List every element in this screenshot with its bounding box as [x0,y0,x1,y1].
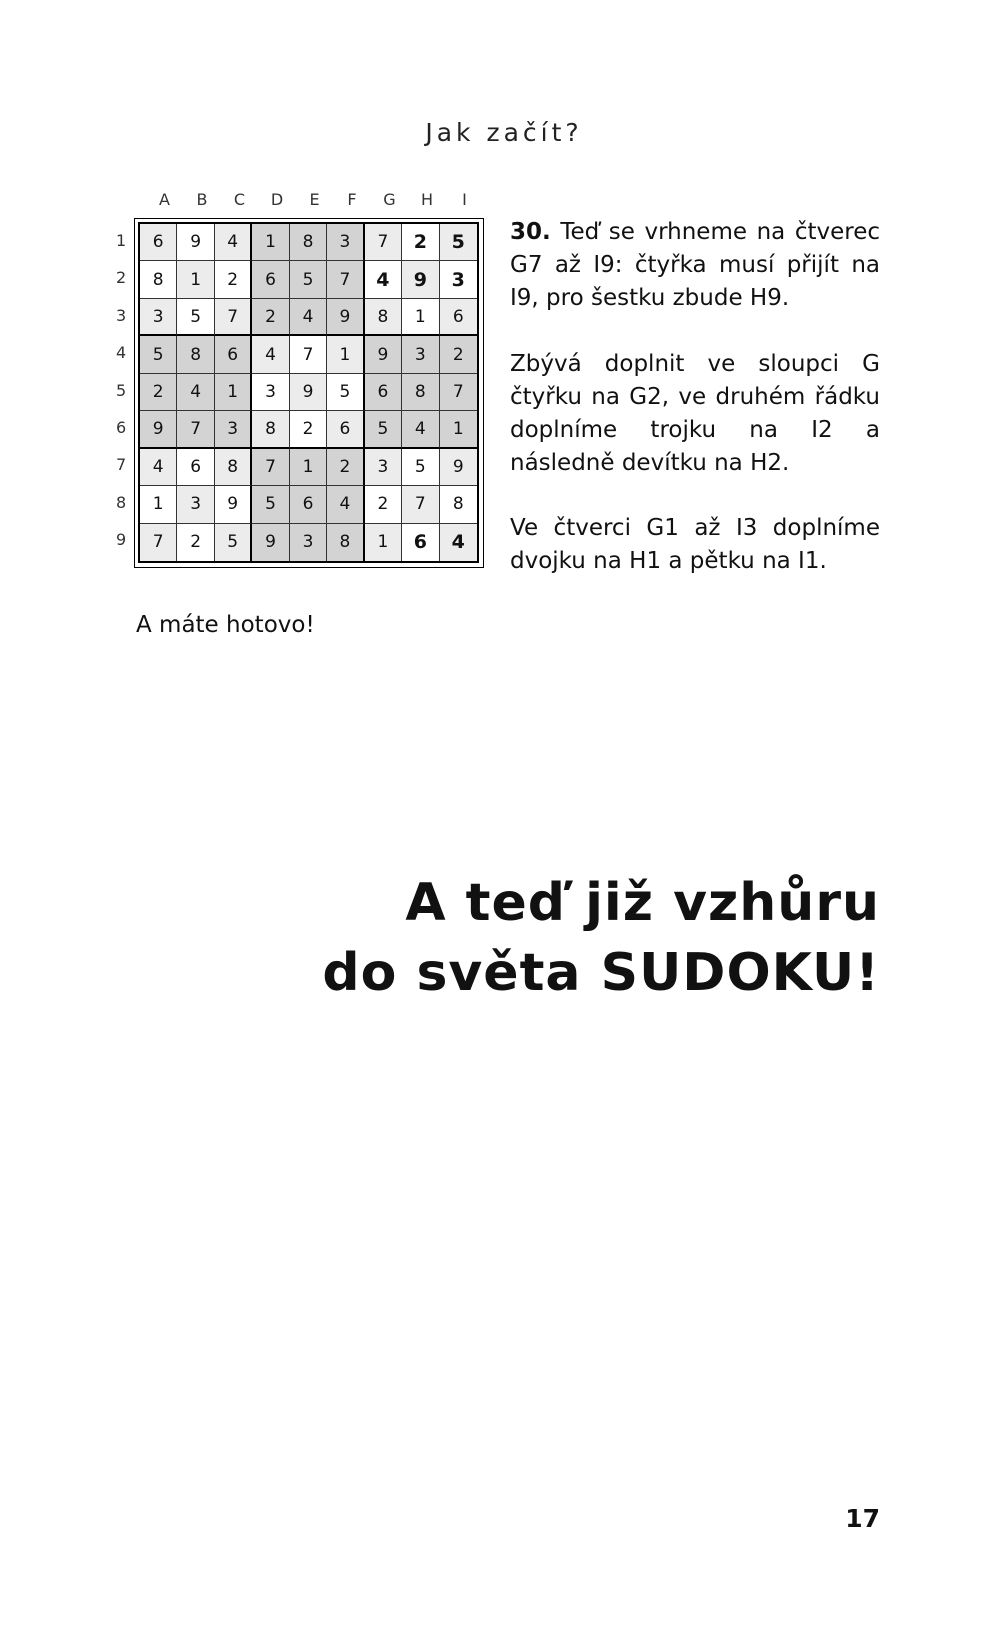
big-heading [322,868,880,1008]
row-label: 1 [116,231,127,250]
grid-cell: 2 [177,524,214,561]
column-label: A [159,190,170,209]
grid-cell: 9 [402,261,439,298]
grid-cell: 2 [365,486,402,523]
grid-cell: 1 [365,524,402,561]
step-number: 30. [510,219,551,245]
grid-cell: 7 [140,524,177,561]
grid-cell: 5 [177,299,214,336]
column-label: I [462,190,467,209]
grid-cell: 1 [177,261,214,298]
paragraph-2: Zbývá doplnit ve sloupci G čtyřku na G2, ve druhém řádku doplníme trojku na I2 a následně devítku na H2. [510,351,880,476]
grid-cell: 8 [177,336,214,373]
paragraph-3: Ve čtverci G1 až I3 doplníme dvojku na H1 a pětku na I1. [510,515,880,574]
grid-cell: 1 [440,411,477,448]
grid-cell: 6 [440,299,477,336]
grid-cell: 4 [252,336,289,373]
grid-cell: 4 [365,261,402,298]
grid-cell: 6 [402,524,439,561]
grid-cell: 4 [440,524,477,561]
grid-cell: 7 [252,449,289,486]
column-label: D [270,190,284,209]
grid-cell: 7 [215,299,252,336]
column-labels [138,190,478,214]
page-header: Jak začít? [425,118,583,147]
grid-cell: 1 [252,224,289,261]
grid-cell: 2 [402,224,439,261]
grid-cell: 8 [365,299,402,336]
big-heading-line-2: do světa SUDOKU! [322,943,880,1003]
grid-cell: 6 [215,336,252,373]
row-label: 9 [116,530,127,550]
row-label: 6 [116,418,127,437]
column-label: F [347,190,357,209]
row-label: 8 [116,492,127,512]
grid-cell: 7 [440,374,477,411]
grid-cell: 8 [140,261,177,298]
grid-cell: 4 [140,449,177,486]
grid-cell: 5 [290,261,327,298]
grid-cell: 7 [365,224,402,261]
grid-cell: 2 [252,299,289,336]
grid-cell: 1 [327,336,364,373]
big-heading-line-1: A teď již vzhůru [405,873,880,933]
grid-cell: 8 [440,486,477,523]
row-label: 4 [116,343,127,363]
grid-cell: 6 [327,411,364,448]
grid-cell: 2 [215,261,252,298]
grid-cell: 3 [365,449,402,486]
grid-cell: 8 [327,524,364,561]
grid-cell: 9 [290,374,327,411]
grid-cell: 5 [440,224,477,261]
column-label: G [383,190,396,209]
grid-cell: 3 [140,299,177,336]
column-label: C [233,190,246,209]
row-labels [116,222,132,562]
grid-cell: 4 [402,411,439,448]
grid-cell: 9 [365,336,402,373]
grid-cell: 3 [290,524,327,561]
grid-cell: 7 [327,261,364,298]
row-label: 7 [116,455,127,475]
grid-cell: 5 [215,524,252,561]
grid-cell: 7 [177,411,214,448]
grid-cell: 1 [215,374,252,411]
paragraph-1: Teď se vrhneme na čtverec G7 až I9: čtyřka musí přijít na I9, pro šestku zbude H9. [510,219,881,311]
grid-cell: 5 [140,336,177,373]
row-label: 2 [116,268,127,288]
page-number: 17 [845,1504,880,1533]
grid-cell: 9 [440,449,477,486]
row-label: 3 [116,305,127,325]
column-label: B [196,190,208,209]
grid-cell: 6 [140,224,177,261]
grid-cell: 1 [140,486,177,523]
grid-cell: 2 [140,374,177,411]
sudoku-grid [138,222,479,563]
grid-cell: 7 [402,486,439,523]
grid-cell: 4 [290,299,327,336]
grid-cell: 1 [290,449,327,486]
grid-cell: 4 [177,374,214,411]
grid-cell: 2 [290,411,327,448]
grid-cell: 8 [252,411,289,448]
grid-cell: 4 [215,224,252,261]
grid-cell: 6 [365,374,402,411]
grid-cell: 2 [327,449,364,486]
grid-cell: 3 [402,336,439,373]
grid-cell: 5 [327,374,364,411]
grid-cell: 5 [402,449,439,486]
grid-cell: 6 [290,486,327,523]
grid-cell: 8 [402,374,439,411]
grid-cell: 9 [177,224,214,261]
grid-cell: 9 [327,299,364,336]
paragraph-step [510,216,880,315]
grid-cell: 3 [215,411,252,448]
grid-cell: 5 [365,411,402,448]
done-text: A máte hotovo! [136,612,315,638]
grid-cell: 3 [440,261,477,298]
grid-cell: 1 [402,299,439,336]
grid-cell: 9 [252,524,289,561]
sudoku-grid-frame [134,218,484,568]
grid-cell: 3 [177,486,214,523]
column-label: E [309,190,320,209]
grid-cell: 3 [327,224,364,261]
grid-cell: 7 [290,336,327,373]
row-label: 5 [116,380,127,400]
grid-cell: 6 [252,261,289,298]
grid-cell: 2 [440,336,477,373]
column-label: H [420,190,434,209]
grid-cell: 8 [215,449,252,486]
grid-cell: 3 [252,374,289,411]
grid-cell: 5 [252,486,289,523]
grid-cell: 8 [290,224,327,261]
grid-cell: 4 [327,486,364,523]
grid-cell: 6 [177,449,214,486]
grid-cell: 9 [215,486,252,523]
grid-cell: 9 [140,411,177,448]
